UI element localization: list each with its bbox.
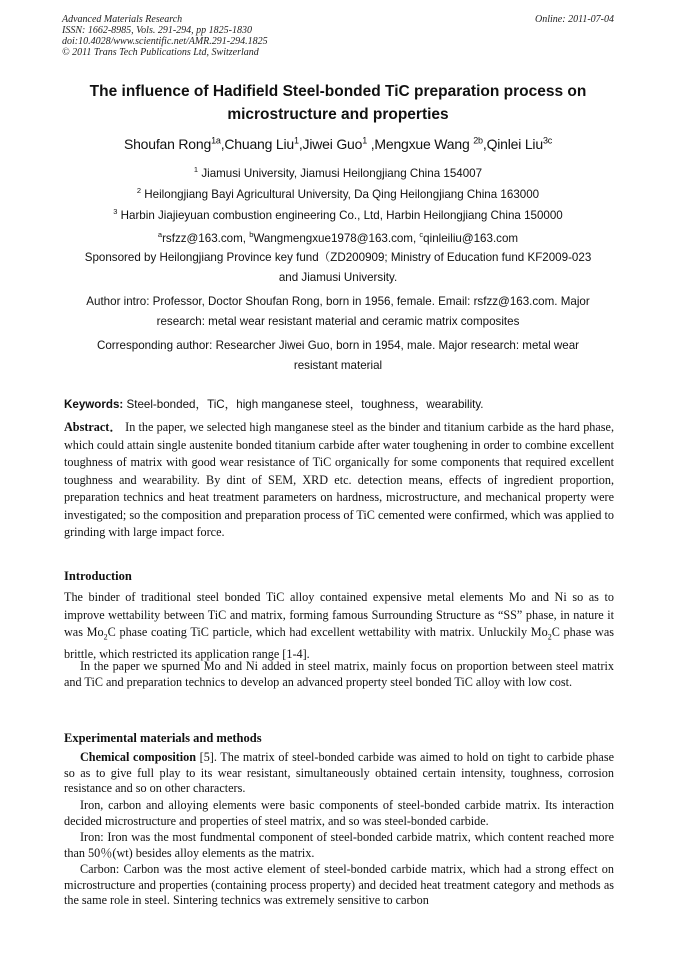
section-heading-experimental: Experimental materials and methods <box>64 731 262 745</box>
author: Qinlei Liu$^{3c}$ <box>486 135 553 152</box>
chemical-composition-paragraph: Chemical composition [5]. The matrix of steel-bonded carbide was aimed to hold on tight to carbide phase so as to give full play to its wear resistant, simultaneously obtained certain intensity, toughness, corrosion resistance and so on other characters. <box>64 750 614 795</box>
abstract <box>64 419 614 542</box>
author: Chuang Liu$^1$, <box>224 135 303 152</box>
keywords-text: Steel-bonded，TiC，high manganese steel，toughness，wearability. <box>123 398 484 411</box>
intro-paragraph-1: The binder of traditional steel bonded TiC alloy contained expensive metal elements Mo and Ni so as to improve wettability between TiC and matrix, forming famous Surrounding Structure as “SS” phase, in nature it was $Mo_2C$ phase coating TiC particle, which had excellent wettability with matrix. Unluckily $Mo_2C$ phase was brittle, which restricted its application range [1-4]. <box>64 590 614 661</box>
paper-title <box>62 80 614 126</box>
title-line-1: The influence of Hadifield Steel-bonded TiC preparation process on <box>89 83 587 100</box>
journal-name: Advanced Materials Research <box>62 14 183 25</box>
intro-paragraph-2: In the paper we spurned Mo and Ni added in steel matrix, mainly focus on proportion between steel matrix and TiC and preparation technics to develop an advanced property steel bonded TiC alloy with low cost. <box>64 659 614 689</box>
affiliation-1: $^1$ Jiamusi University, Jiamusi Heilongjiang China 154007 <box>193 165 483 180</box>
iron-paragraph: Iron: Iron was the most fundmental component of steel-bonded carbide matrix, which content reached more than 50％(wt) besides alloy elements as the matrix. <box>64 830 614 860</box>
section-heading-introduction: Introduction <box>64 569 132 583</box>
author-intro: Author intro: Professor, Doctor Shoufan Rong, born in 1956, female. Email: rsfzz@163.com. Major research: metal wear resistant material and ceramic matrix composites <box>86 295 590 328</box>
iron-carbon-paragraph: Iron, carbon and alloying elements were basic components of steel-bonded carbide matrix. Its interaction decided microstructure and properties of steel matrix, and so was steel-bonded carbide. <box>64 798 614 828</box>
keywords-label: Keywords: <box>64 398 124 411</box>
email-line: $^a$rsfzz@163.com, $^b$Wangmengxue1978@163.com, $^c$qinleiliu@163.com <box>157 230 519 245</box>
author: Shoufan Rong$^{1a}$, <box>123 135 225 152</box>
title-line-2: microstructure and properties <box>227 106 449 123</box>
corresponding-author: Corresponding author: Researcher Jiwei Guo, born in 1954, male. Major research: metal wear resistant material <box>96 339 580 372</box>
keywords <box>64 396 614 412</box>
abstract-text: In the paper, we selected high manganese steel as the binder and titanium carbide as the hard phase, which could attain single austenite bonded titanium carbide after water toughening in order to combine excellent toughness of matrix with good wear resistance of TiC organically for some components that required excellent toughness and wearability. By dint of SEM, XRD etc. detection means, effects of ingredient proportion, preparation technics and heat treatment parameters on hardness, microstructure, and mechanical property were investigated; so the composition and preparation process of TiC cemented were confirmed, which was applied to grinding with large impact force. <box>64 420 614 539</box>
affiliation-3: $^3$ Harbin Jiajieyuan combustion engineering Co., Ltd, Harbin Heilongjiang China 150000 <box>113 207 563 222</box>
author: Jiwei Guo$^1$ , <box>302 135 375 152</box>
chemical-composition-label: Chemical composition <box>80 750 197 764</box>
email-link[interactable]: Wangmengxue1978@163.com, <box>253 231 420 245</box>
issn-line: ISSN: 1662-8985, Vols. 291-294, pp 1825-1830 <box>62 25 252 36</box>
author-list <box>62 130 614 154</box>
sponsor-note: Sponsored by Heilongjiang Province key fund（ZD200909; Ministry of Education fund KF2009-023 and Jiamusi University. <box>84 251 592 284</box>
online-date: Online: 2011-07-04 <box>535 14 614 25</box>
copyright-line: © 2011 Trans Tech Publications Ltd, Switzerland <box>62 47 259 58</box>
abstract-label: Abstract． <box>64 420 122 434</box>
doi-line[interactable]: doi:10.4028/www.scientific.net/AMR.291-294.1825 <box>62 36 268 47</box>
journal-header <box>62 14 614 58</box>
author: Mengxue Wang $^{2b}$, <box>374 135 487 152</box>
carbon-paragraph: Carbon: Carbon was the most active element of steel-bonded carbide matrix, which had a strong effect on microstructure and properties (containing process property) and decided heat treatment category and methods as the same role in steel. Sintering technics was extremely sensitive to carbon <box>64 862 614 907</box>
email-link[interactable]: qinleiliu@163.com <box>423 231 519 245</box>
email-link[interactable]: rsfzz@163.com, <box>162 231 250 245</box>
affiliation-2: $^2$ Heilongjiang Bayi Agricultural University, Da Qing Heilongjiang China 163000 <box>136 186 540 201</box>
